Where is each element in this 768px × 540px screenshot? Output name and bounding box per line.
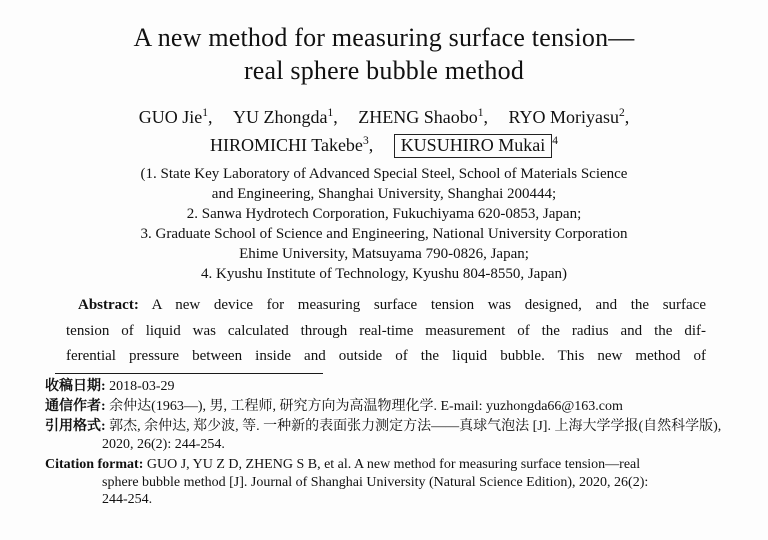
footnote-line: [45, 398, 743, 415]
authors-row-1: [0, 103, 768, 131]
abstract-line: ferential pressure between inside and outside of the liquid bubble. This new method of: [66, 348, 706, 364]
affiliation-line: (1. State Key Laboratory of Advanced Special Steel, School of Materials Science: [140, 166, 628, 182]
abstract-line: [66, 293, 706, 319]
abstract-section: [66, 293, 706, 370]
footnote-line: [45, 418, 743, 435]
author-affiliation-superscript: 1: [202, 107, 208, 119]
footnote-label: Citation format:: [45, 457, 144, 473]
author-name: HIROMICHI Takebe: [210, 135, 363, 155]
abstract-line: tension of liquid was calculated through real-time measurement of the radius and the dif-: [66, 322, 706, 339]
author-affiliation-superscript: 1: [327, 107, 334, 119]
author-hiromichi-takebe: [210, 135, 373, 155]
author-affiliation-superscript: 4: [552, 135, 558, 147]
author-separator: ,: [368, 135, 374, 155]
author-separator: ,: [333, 107, 338, 127]
abstract-label: Abstract:: [78, 297, 139, 313]
footnote-line: 244-254.: [102, 491, 153, 507]
citation-chinese-text: 郭杰, 余仲达, 郑少波, 等. 一种新的表面张力测定方法——真球气泡法 [J]. 上海大学学报(自然科学版),: [109, 419, 722, 435]
author-ryo-moriyasu: [508, 107, 629, 127]
footnote-line: [45, 378, 743, 395]
footnote-line: [45, 456, 743, 473]
affiliation-line: 4. Kyushu Institute of Technology, Kyushu 804-8550, Japan): [201, 266, 567, 282]
received-date-value: 2018-03-29: [109, 378, 175, 394]
affiliation-line: 2. Sanwa Hydrotech Corporation, Fukuchiyama 620-0853, Japan;: [186, 206, 582, 222]
footnote-label: 通信作者:: [45, 398, 106, 414]
author-name: ZHENG Shaobo: [358, 107, 478, 127]
paper-title-line-1: A new method for measuring surface tension—: [133, 23, 635, 52]
author-name: GUO Jie: [138, 107, 203, 127]
footnote-line: 2020, 26(2): 244-254.: [102, 436, 225, 452]
affiliation-line: 3. Graduate School of Science and Engineering, National University Corporation: [140, 226, 628, 242]
affiliation-list: [0, 164, 768, 284]
author-separator: ,: [624, 107, 630, 127]
abstract-text: A new device for measuring surface tension was designed, and the surface: [151, 297, 706, 313]
author-affiliation-superscript: 3: [362, 135, 369, 147]
author-separator: ,: [208, 107, 213, 127]
paper-title: [0, 0, 768, 87]
paper-title-line-2: real sphere bubble method: [243, 56, 525, 85]
deceased-author-box: KUSUHIRO Mukai: [394, 134, 553, 158]
footnote-citation-format-english: [45, 456, 743, 508]
footnote-block: [45, 378, 743, 509]
author-affiliation-superscript: 1: [477, 107, 484, 119]
author-name: RYO Moriyasu: [508, 107, 619, 127]
footnote-line: sphere bubble method [J]. Journal of Shanghai University (Natural Science Edition), 2020, 26(2):: [102, 474, 649, 490]
author-list: [0, 103, 768, 159]
affiliation-line: and Engineering, Shanghai University, Shanghai 200444;: [211, 186, 557, 202]
author-affiliation-superscript: 2: [619, 107, 625, 119]
affiliation-line: Ehime University, Matsuyama 790-0826, Japan;: [239, 246, 529, 262]
footnote-received-date: [45, 378, 743, 395]
authors-row-2: [0, 131, 768, 159]
author-name: YU Zhongda: [233, 107, 328, 127]
author-separator: ,: [483, 107, 488, 127]
author-yu-zhongda: [233, 107, 338, 127]
footnote-corresponding-author: [45, 398, 743, 415]
footnote-citation-format-chinese: [45, 418, 743, 453]
author-kusuhiro-mukai-deceased: [394, 135, 558, 155]
footnote-divider-rule: [55, 373, 323, 374]
footnote-label: 收稿日期:: [45, 378, 106, 394]
corresponding-author-info: 余仲达(1963—), 男, 工程师, 研究方向为高温物理化学. E-mail: yuzhongda66@163.com: [109, 398, 623, 414]
author-guo-jie: [139, 107, 213, 127]
author-zheng-shaobo: [358, 107, 488, 127]
footnote-label: 引用格式:: [45, 419, 106, 435]
citation-english-text: GUO J, YU Z D, ZHENG S B, et al. A new method for measuring surface tension—real: [146, 457, 641, 473]
